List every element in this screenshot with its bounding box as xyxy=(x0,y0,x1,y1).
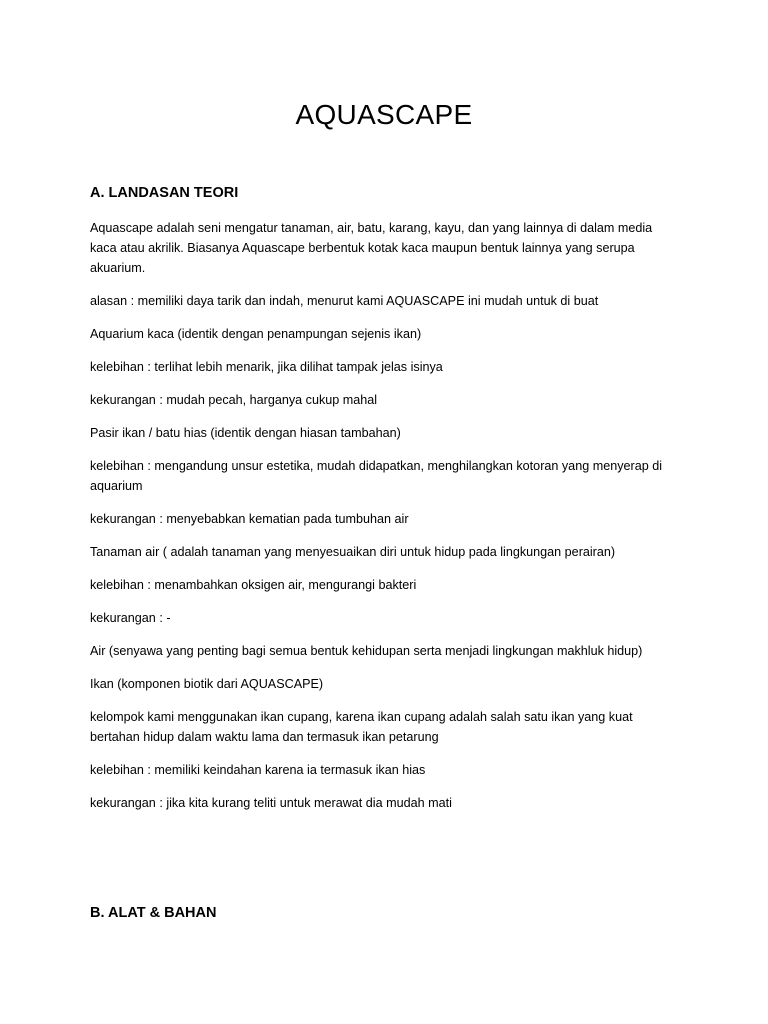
section-a-body xyxy=(90,218,680,826)
paragraph: alasan : memiliki daya tarik dan indah, menurut kami AQUASCAPE ini mudah untuk di buat xyxy=(90,294,599,308)
paragraph: Aquarium kaca (identik dengan penampungan sejenis ikan) xyxy=(90,327,422,341)
paragraph: Aquascape adalah seni mengatur tanaman, air, batu, karang, kayu, dan yang lainnya di dalam media kaca atau akrilik. Biasanya Aquascape berbentuk kotak kaca maupun bentuk lainnya yang serupa akuarium. xyxy=(90,221,653,275)
paragraph: kekurangan : - xyxy=(90,611,171,625)
paragraph: Tanaman air ( adalah tanaman yang menyesuaikan diri untuk hidup pada lingkungan perairan) xyxy=(90,545,616,559)
paragraph: kekurangan : jika kita kurang teliti untuk merawat dia mudah mati xyxy=(90,796,452,810)
paragraph: kelompok kami menggunakan ikan cupang, karena ikan cupang adalah salah satu ikan yang kuat bertahan hidup dalam waktu lama dan termasuk ikan petarung xyxy=(90,710,633,744)
section-a-heading: A. LANDASAN TEORI xyxy=(90,185,239,201)
paragraph: kelebihan : menambahkan oksigen air, mengurangi bakteri xyxy=(90,578,417,592)
paragraph: Air (senyawa yang penting bagi semua bentuk kehidupan serta menjadi lingkungan makhluk hidup) xyxy=(90,644,643,658)
section-b-heading: B. ALAT & BAHAN xyxy=(90,905,217,921)
paragraph: kelebihan : memiliki keindahan karena ia termasuk ikan hias xyxy=(90,763,426,777)
paragraph: kelebihan : terlihat lebih menarik, jika dilihat tampak jelas isinya xyxy=(90,360,443,374)
paragraph: Pasir ikan / batu hias (identik dengan hiasan tambahan) xyxy=(90,426,401,440)
paragraph: kekurangan : mudah pecah, harganya cukup mahal xyxy=(90,393,378,407)
paragraph: kekurangan : menyebabkan kematian pada tumbuhan air xyxy=(90,512,409,526)
paragraph: Ikan (komponen biotik dari AQUASCAPE) xyxy=(90,677,324,691)
paragraph: kelebihan : mengandung unsur estetika, mudah didapatkan, menghilangkan kotoran yang menyerap di aquarium xyxy=(90,459,663,493)
document-title: AQUASCAPE xyxy=(295,99,473,130)
